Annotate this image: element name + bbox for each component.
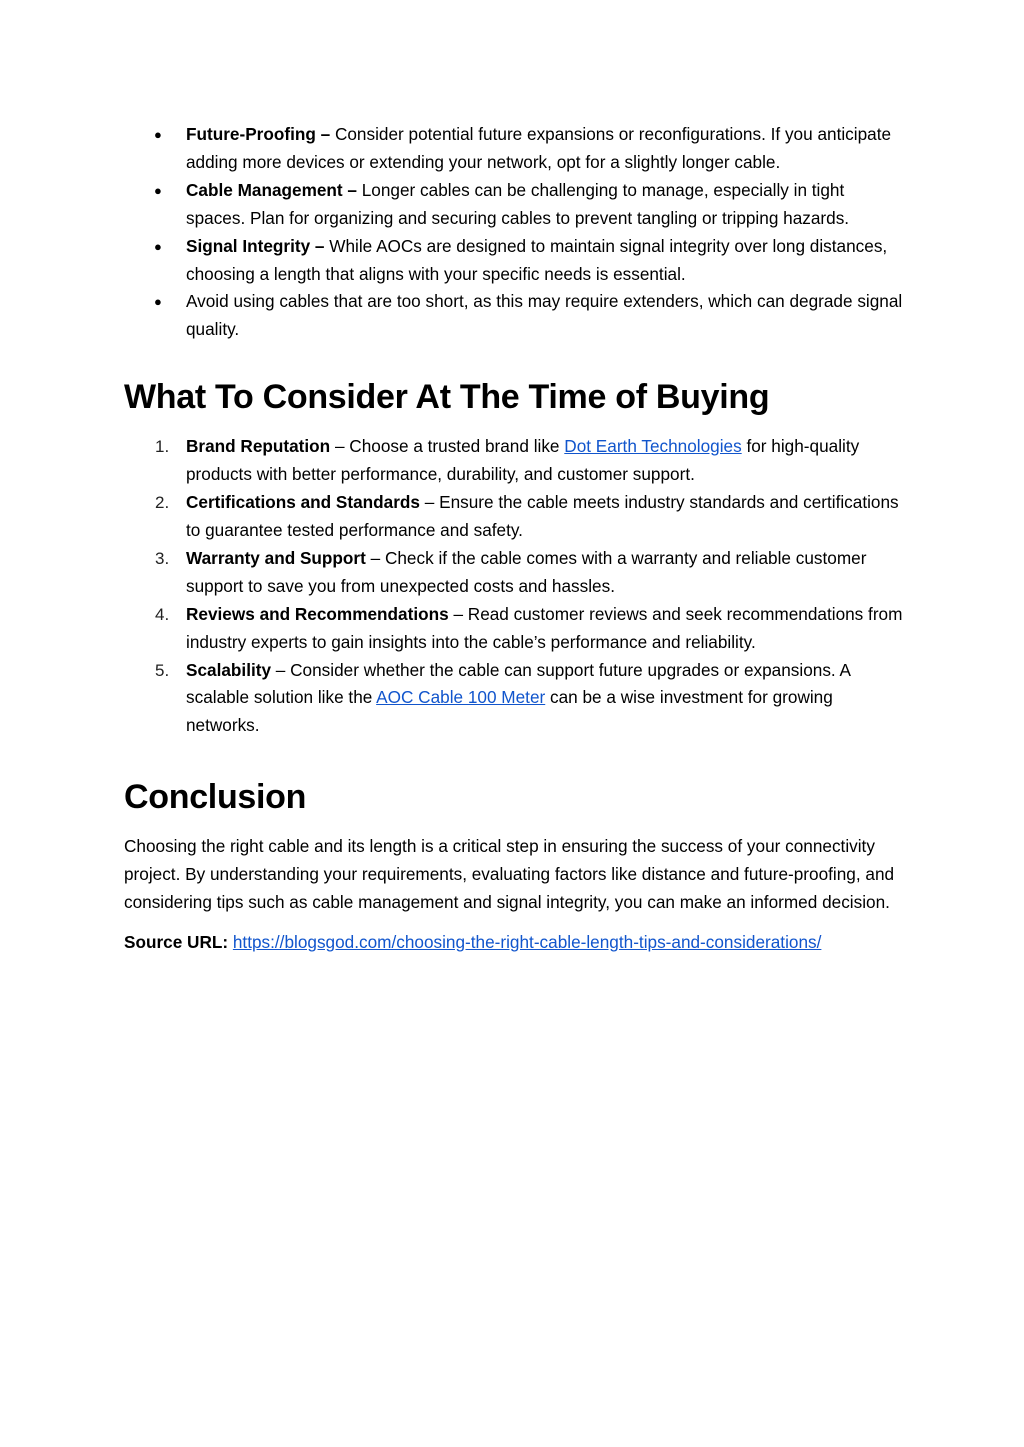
section-heading-buying: What To Consider At The Time of Buying <box>124 378 770 417</box>
buying-numbered-list <box>124 433 904 740</box>
item-bold-label: Reviews and Recommendations <box>186 603 449 624</box>
item-text: Avoid using cables that are too short, as this may require extenders, which can degrade signal quality. <box>186 291 903 340</box>
item-text: – Check if the cable comes with a warranty and reliable customer support to save you from unexpected costs and hassles. <box>186 547 867 596</box>
bullet-icon: ● <box>154 238 162 254</box>
list-item-certifications <box>124 489 904 545</box>
source-line <box>124 929 904 957</box>
item-text: – Consider whether the cable can support future upgrades or expansions. A scalable solution like the <box>186 659 851 708</box>
list-item-scalability <box>124 657 904 741</box>
item-bold-label: Signal Integrity – <box>186 235 325 256</box>
item-bold-label: Brand Reputation <box>186 436 331 457</box>
item-text: Longer cables can be challenging to manage, especially in tight spaces. Plan for organizing and securing cables to prevent tangling or tripping hazards. <box>186 179 850 228</box>
source-label: Source URL: <box>124 931 229 952</box>
item-text: – Read customer reviews and seek recommendations from industry experts to gain insights into the cable’s performance and reliability. <box>186 603 903 652</box>
list-item-warranty <box>124 545 904 601</box>
item-text: While AOCs are designed to maintain signal integrity over long distances, choosing a length that aligns with your specific needs is essential. <box>186 235 888 284</box>
item-text: for high-quality products with better performance, durability, and customer support. <box>186 436 860 485</box>
item-number: 4. <box>155 604 170 624</box>
bullet-icon: ● <box>154 182 162 198</box>
list-item-brand-reputation <box>124 433 904 489</box>
bullet-icon: ● <box>154 127 162 142</box>
tips-bullet-list <box>124 121 904 344</box>
item-number: 1. <box>155 437 170 457</box>
item-bold-label: Future-Proofing – <box>186 124 331 144</box>
dot-earth-technologies-link[interactable]: Dot Earth Technologies <box>564 436 742 457</box>
document-page <box>124 121 904 957</box>
item-bold-label: Warranty and Support <box>186 547 366 568</box>
item-bold-label: Cable Management – <box>186 179 357 200</box>
list-item-avoid-short <box>124 288 904 344</box>
list-item-reviews <box>124 601 904 657</box>
item-number: 5. <box>155 660 170 680</box>
bullet-icon: ● <box>154 294 162 310</box>
item-number: 2. <box>155 493 170 513</box>
item-text: – Choose a trusted brand like <box>330 436 565 457</box>
item-text: can be a wise investment for growing networks. <box>186 687 833 736</box>
item-text: – Ensure the cable meets industry standards and certifications to guarantee tested performance and safety. <box>186 492 899 540</box>
item-number: 3. <box>155 548 170 568</box>
source-url-link[interactable]: https://blogsgod.com/choosing-the-right-cable-length-tips-and-considerations/ <box>232 931 822 952</box>
list-item-cable-management <box>124 177 904 233</box>
item-bold-label: Scalability <box>186 659 272 680</box>
item-bold-label: Certifications and Standards <box>186 492 420 513</box>
section-heading-conclusion: Conclusion <box>124 778 307 817</box>
list-item-signal-integrity <box>124 233 904 289</box>
item-text: Consider potential future expansions or reconfigurations. If you anticipate adding more devices or extending your network, opt for a slightly longer cable. <box>186 124 892 172</box>
conclusion-paragraph: Choosing the right cable and its length is a critical step in ensuring the success of your connectivity project. By understanding your requirements, evaluating factors like distance and future-proofing, and considering tips such as cable management and signal integrity, you can make an informed decision. <box>124 836 895 913</box>
aoc-cable-100-meter-link[interactable]: AOC Cable 100 Meter <box>376 687 546 708</box>
list-item-future-proofing <box>124 121 904 177</box>
